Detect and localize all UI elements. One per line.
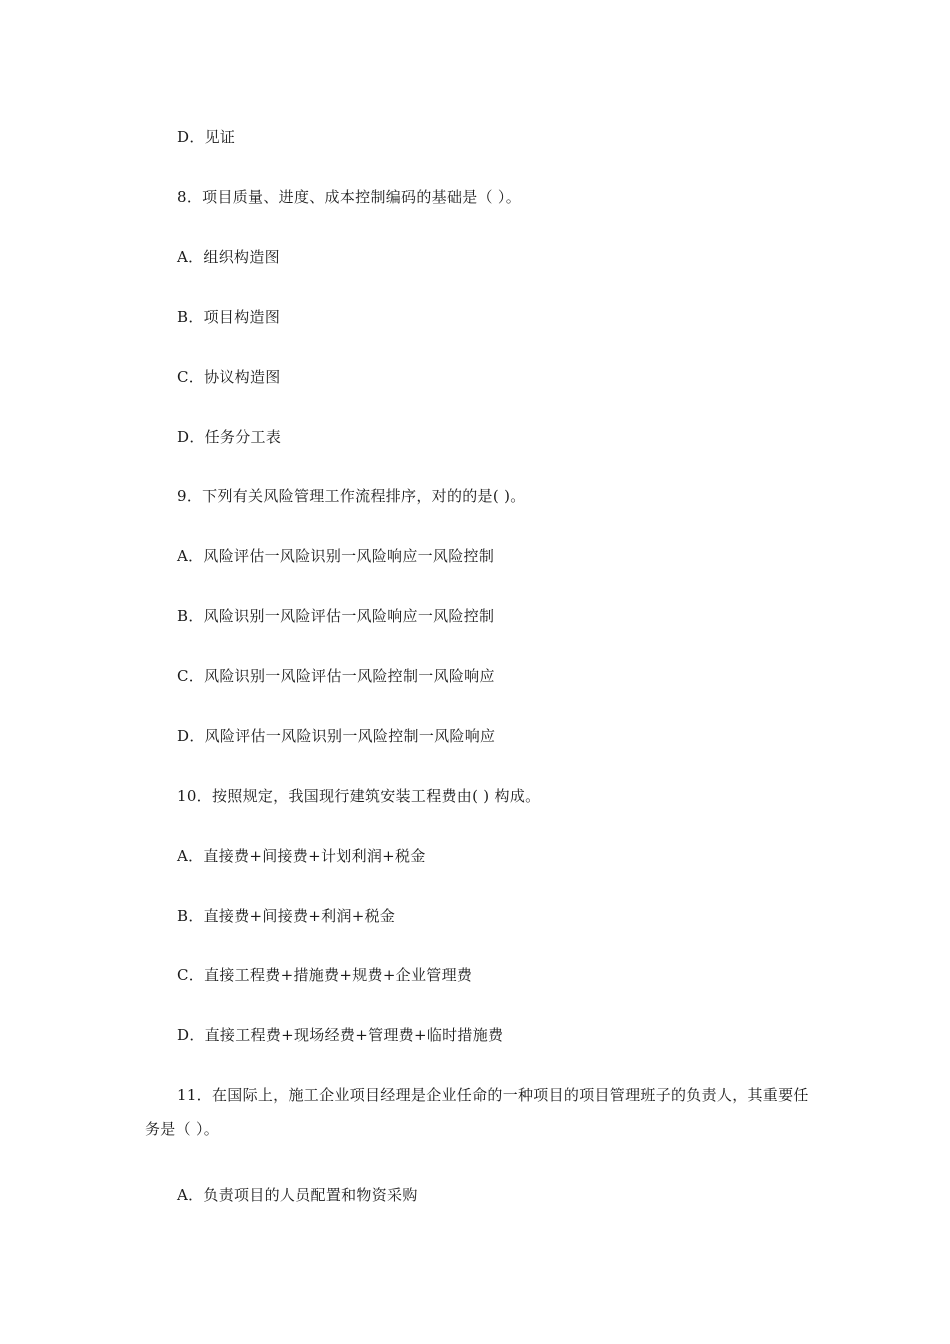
question-11: 11．在国际上，施工企业项目经理是企业任命的一种项目的项目管理班子的负责人，其重要任务是（ ）。 bbox=[145, 1086, 809, 1138]
option-d-q7: D．见证 bbox=[177, 128, 236, 146]
option-a-q11: A．负责项目的人员配置和物资采购 bbox=[177, 1186, 418, 1204]
option-c-q10: C．直接工程费+措施费+规费+企业管理费 bbox=[177, 966, 473, 984]
option-c-q9: C．风险识别一风险评估一风险控制一风险响应 bbox=[177, 667, 495, 685]
option-b-q8: B．项目构造图 bbox=[177, 308, 281, 326]
question-9: 9．下列有关风险管理工作流程排序，对的的是( )。 bbox=[177, 487, 526, 505]
option-a-q9: A．风险评估一风险识别一风险响应一风险控制 bbox=[177, 547, 495, 565]
option-a-q10: A．直接费+间接费+计划利润+税金 bbox=[177, 847, 426, 865]
option-d-q8: D．任务分工表 bbox=[177, 428, 282, 446]
question-10: 10．按照规定，我国现行建筑安装工程费由( ) 构成。 bbox=[177, 787, 541, 805]
option-b-q9: B．风险识别一风险评估一风险响应一风险控制 bbox=[177, 607, 495, 625]
option-d-q10: D．直接工程费+现场经费+管理费+临时措施费 bbox=[177, 1026, 504, 1044]
question-8: 8．项目质量、进度、成本控制编码的基础是（ ）。 bbox=[177, 188, 522, 206]
option-b-q10: B．直接费+间接费+利润+税金 bbox=[177, 907, 396, 925]
option-a-q8: A．组织构造图 bbox=[177, 248, 280, 266]
option-c-q8: C．协议构造图 bbox=[177, 368, 281, 386]
option-d-q9: D．风险评估一风险识别一风险控制一风险响应 bbox=[177, 727, 496, 745]
